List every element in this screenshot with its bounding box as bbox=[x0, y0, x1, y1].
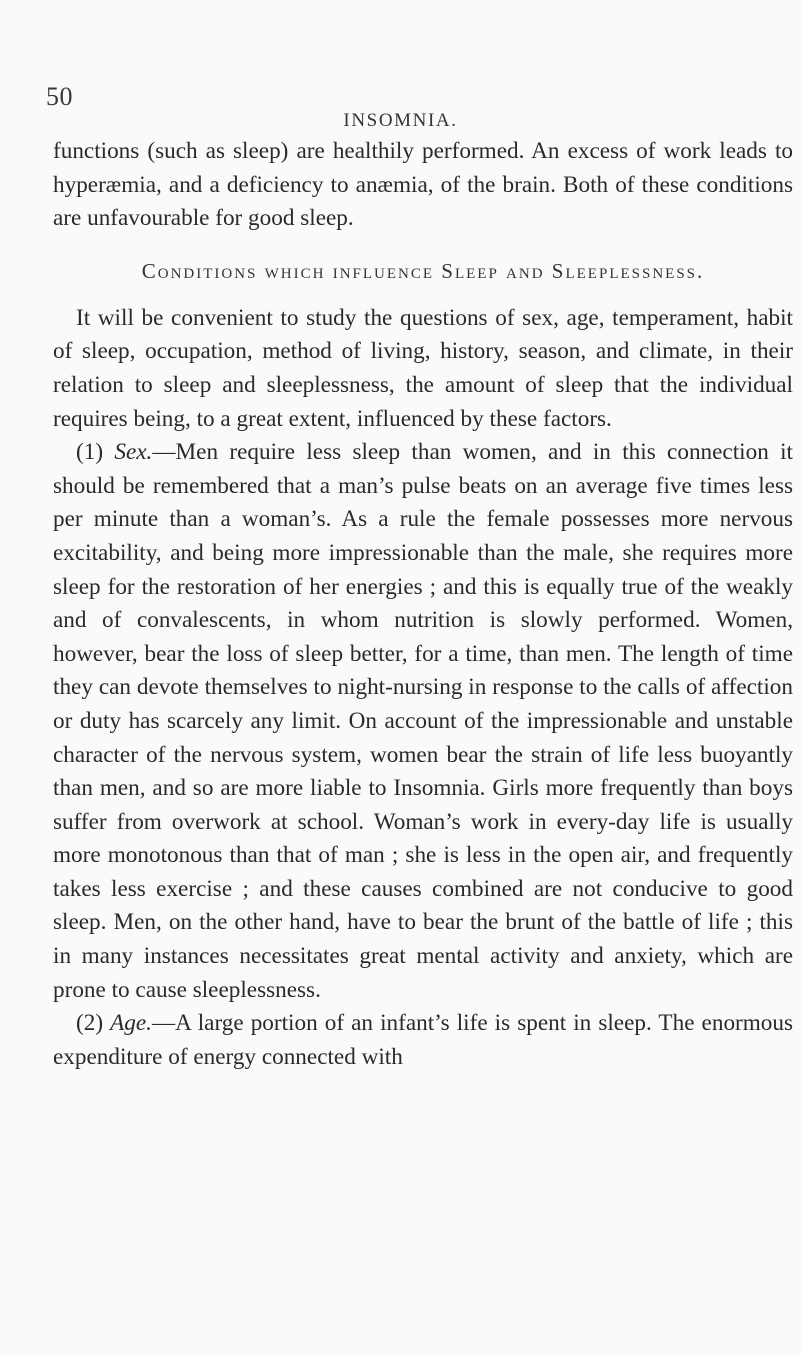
text-sex: —Men require less sleep than women, and in this connection it should be remembered that a man’s pulse beats on an average five times less per minute than a woman’s. As a rule the female possesses more nervous excitability, and being more impressionable than the male, she requires more sleep for the restoration of her energies ; and this is equally true of the weakly and of convalescents, in whom nutrition is slowly performed. Women, however, bear the loss of sleep better, for a time, than men. The length of time they can devote themselves to night-nursing in response to the calls of affection or duty has scarcely any limit. On account of the impressionable and unstable character of the nervous system, women bear the strain of life less buoyantly than men, and so are more liable to Insomnia. Girls more frequently than boys suffer from overwork at school. Woman’s work in every-day life is usually more monotonous than that of man ; she is less in the open air, and frequently takes less exercise ; and these causes combined are not conducive to good sleep. Men, on the other hand, have to bear the brunt of the battle of life ; this in many instances necessitates great mental activity and anxiety, which are prone to cause sleeplessness. bbox=[53, 439, 793, 1003]
page-header bbox=[0, 82, 801, 131]
label-age: Age. bbox=[110, 1010, 152, 1037]
page-number: 50 bbox=[46, 82, 73, 111]
paragraph-age bbox=[53, 1007, 793, 1074]
body-text bbox=[53, 135, 793, 1074]
text-age: —A large portion of an infant’s life is spent in sleep. The enormous expenditure of energy connected with bbox=[53, 1010, 794, 1070]
label-sex: Sex. bbox=[114, 439, 153, 466]
item-number-sex: (1) bbox=[76, 439, 104, 466]
item-number-age: (2) bbox=[76, 1010, 104, 1037]
paragraph-sex bbox=[53, 436, 793, 1007]
running-head: INSOMNIA. bbox=[343, 110, 458, 131]
paragraph-intro: It will be convenient to study the questions of sex, age, temperament, habit of sleep, occupation, method of living, history, season, and climate, in their relation to sleep and sleeplessness, the amount of sleep that the individual requires being, to a great extent, influenced by these factors. bbox=[53, 304, 793, 432]
paragraph-continuation: functions (such as sleep) are healthily performed. An excess of work leads to hyperæmia, and a deficiency to anæmia, of the brain. Both of these conditions are unfavourable for good sleep. bbox=[53, 138, 793, 232]
section-heading: Conditions which influence Sleep and Sleeplessness. bbox=[141, 258, 705, 283]
